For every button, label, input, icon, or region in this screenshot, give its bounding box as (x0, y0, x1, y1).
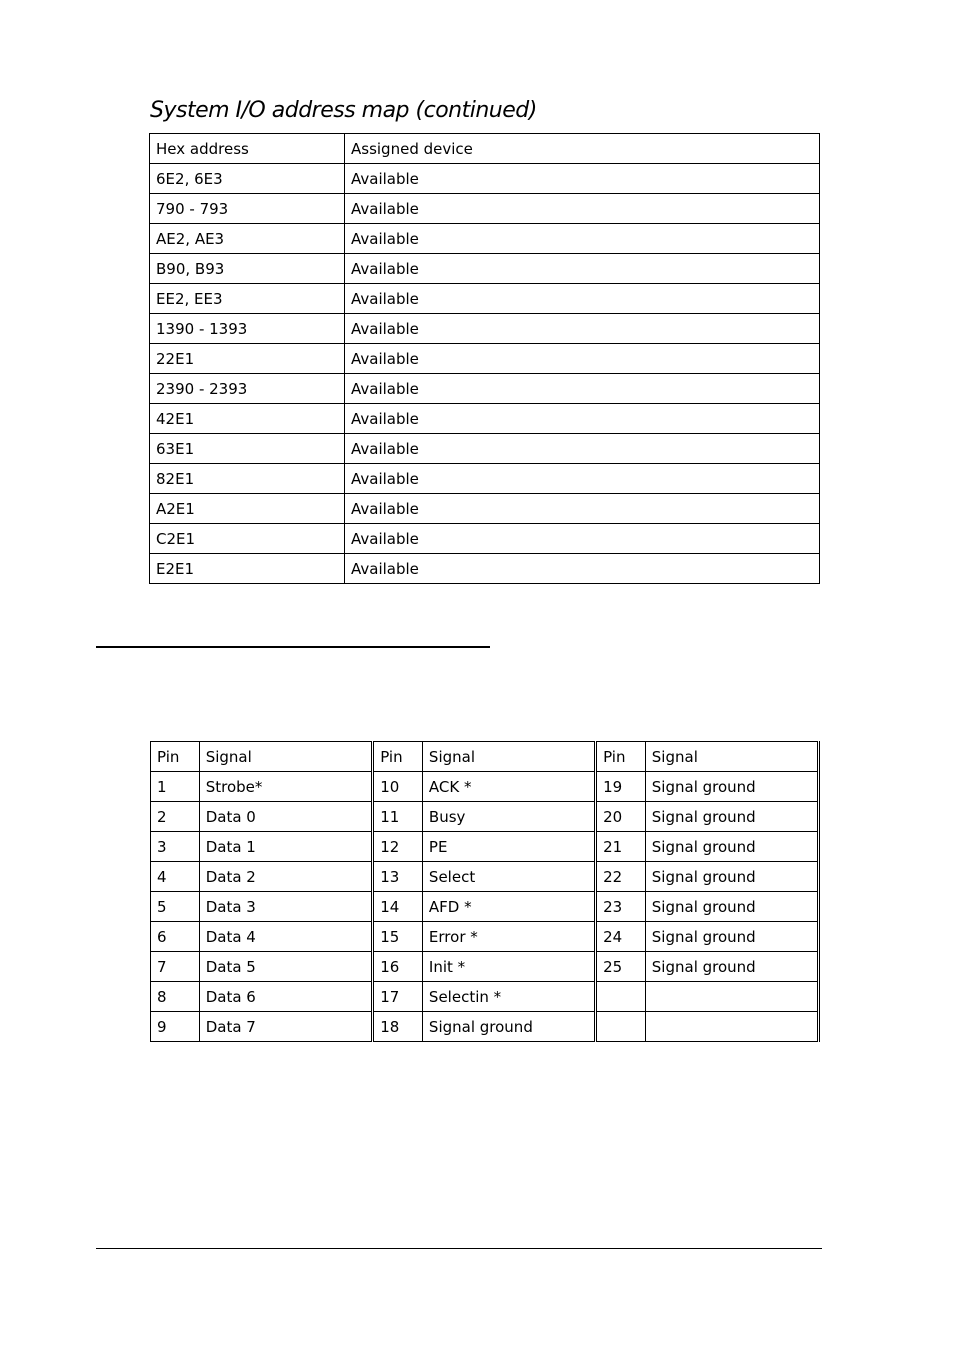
hex-address-cell: 42E1 (150, 404, 345, 434)
table-row (150, 374, 820, 404)
signal-cell: Select (422, 862, 595, 892)
pin-signal-table (150, 741, 820, 1042)
signal-cell: Signal ground (645, 772, 818, 802)
hex-address-cell: AE2, AE3 (150, 224, 345, 254)
pin-cell: 4 (151, 862, 200, 892)
hex-address-cell: C2E1 (150, 524, 345, 554)
table-row (150, 344, 820, 374)
signal-cell: Signal ground (645, 862, 818, 892)
hex-address-cell: 2390 - 2393 (150, 374, 345, 404)
pin-cell: 6 (151, 922, 200, 952)
pin-cell: 20 (596, 802, 646, 832)
assigned-device-cell: Available (345, 554, 820, 584)
signal-cell: Data 7 (199, 1012, 372, 1042)
signal-cell: Signal ground (645, 832, 818, 862)
pin-cell: 7 (151, 952, 200, 982)
table-row (151, 1012, 819, 1042)
pin-cell: 18 (373, 1012, 423, 1042)
table-row (151, 922, 819, 952)
section-divider (96, 646, 490, 648)
signal-cell: Selectin * (422, 982, 595, 1012)
pin-cell: 23 (596, 892, 646, 922)
pin-cell: 22 (596, 862, 646, 892)
signal-cell: Signal (199, 742, 372, 772)
pin-cell: Pin (596, 742, 646, 772)
assigned-device-cell: Available (345, 404, 820, 434)
assigned-device-cell: Available (345, 254, 820, 284)
table-header-row (150, 134, 820, 164)
pin-cell: 3 (151, 832, 200, 862)
table-row (151, 772, 819, 802)
signal-cell (645, 982, 818, 1012)
signal-cell: PE (422, 832, 595, 862)
hex-address-cell: EE2, EE3 (150, 284, 345, 314)
pin-cell: 15 (373, 922, 423, 952)
hex-address-cell: 1390 - 1393 (150, 314, 345, 344)
table-row (151, 892, 819, 922)
io-map-title: System I/O address map (continued) (150, 98, 537, 123)
signal-cell: Data 6 (199, 982, 372, 1012)
pin-cell: 17 (373, 982, 423, 1012)
assigned-device-cell: Available (345, 314, 820, 344)
assigned-device-cell: Available (345, 374, 820, 404)
table-row (150, 524, 820, 554)
table-header-row (151, 742, 819, 772)
hex-address-cell: 790 - 793 (150, 194, 345, 224)
hex-address-cell: 22E1 (150, 344, 345, 374)
table-row (150, 404, 820, 434)
pin-cell: Pin (151, 742, 200, 772)
pin-cell: 8 (151, 982, 200, 1012)
hex-address-cell: 82E1 (150, 464, 345, 494)
hex-address-cell: E2E1 (150, 554, 345, 584)
pin-cell: 25 (596, 952, 646, 982)
pin-cell: 10 (373, 772, 423, 802)
table-row (150, 164, 820, 194)
table-row (151, 982, 819, 1012)
pin-cell: 9 (151, 1012, 200, 1042)
signal-cell: Strobe* (199, 772, 372, 802)
signal-cell: Signal ground (645, 892, 818, 922)
signal-cell: ACK * (422, 772, 595, 802)
assigned-device-cell: Available (345, 344, 820, 374)
table-row (151, 802, 819, 832)
assigned-device-cell: Available (345, 194, 820, 224)
signal-cell: Data 3 (199, 892, 372, 922)
signal-cell: Busy (422, 802, 595, 832)
table-row (151, 952, 819, 982)
signal-cell: Init * (422, 952, 595, 982)
pin-cell: 11 (373, 802, 423, 832)
signal-cell: Data 4 (199, 922, 372, 952)
hex-address-cell: 63E1 (150, 434, 345, 464)
signal-cell: Signal ground (645, 952, 818, 982)
table-row (150, 284, 820, 314)
pin-cell: 24 (596, 922, 646, 952)
assigned-device-cell: Assigned device (345, 134, 820, 164)
table-row (150, 254, 820, 284)
footer-rule (96, 1248, 822, 1249)
signal-cell: Data 5 (199, 952, 372, 982)
table-row (150, 314, 820, 344)
pin-cell: 2 (151, 802, 200, 832)
pin-cell: 5 (151, 892, 200, 922)
table-row (150, 224, 820, 254)
signal-cell: Signal ground (645, 802, 818, 832)
pin-cell: 19 (596, 772, 646, 802)
pin-cell: 12 (373, 832, 423, 862)
table-row (151, 832, 819, 862)
table-row (150, 494, 820, 524)
signal-cell: Error * (422, 922, 595, 952)
pin-cell: 21 (596, 832, 646, 862)
signal-cell: Signal ground (645, 922, 818, 952)
signal-cell: Data 1 (199, 832, 372, 862)
table-row (150, 194, 820, 224)
table-row (150, 464, 820, 494)
table-row (151, 862, 819, 892)
assigned-device-cell: Available (345, 464, 820, 494)
signal-cell (645, 1012, 818, 1042)
pin-cell (596, 982, 646, 1012)
signal-cell: Data 2 (199, 862, 372, 892)
hex-address-cell: A2E1 (150, 494, 345, 524)
pin-cell: 1 (151, 772, 200, 802)
assigned-device-cell: Available (345, 164, 820, 194)
pin-cell (596, 1012, 646, 1042)
pin-cell: 14 (373, 892, 423, 922)
signal-cell: Signal ground (422, 1012, 595, 1042)
io-address-table (149, 133, 820, 584)
signal-cell: Signal (645, 742, 818, 772)
signal-cell: Data 0 (199, 802, 372, 832)
pin-cell: 16 (373, 952, 423, 982)
hex-address-cell: 6E2, 6E3 (150, 164, 345, 194)
pin-cell: Pin (373, 742, 423, 772)
assigned-device-cell: Available (345, 524, 820, 554)
assigned-device-cell: Available (345, 494, 820, 524)
signal-cell: Signal (422, 742, 595, 772)
table-row (150, 434, 820, 464)
hex-address-cell: Hex address (150, 134, 345, 164)
assigned-device-cell: Available (345, 224, 820, 254)
table-row (150, 554, 820, 584)
assigned-device-cell: Available (345, 434, 820, 464)
pin-cell: 13 (373, 862, 423, 892)
signal-cell: AFD * (422, 892, 595, 922)
hex-address-cell: B90, B93 (150, 254, 345, 284)
assigned-device-cell: Available (345, 284, 820, 314)
